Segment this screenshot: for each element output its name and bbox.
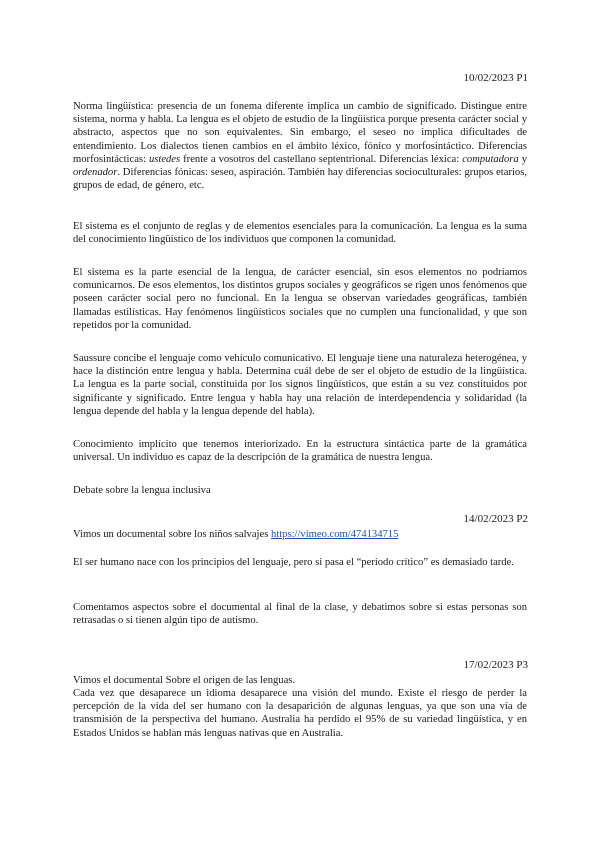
italic-term: computadora xyxy=(462,153,519,165)
paragraph: Comentamos aspectos sobre el documental al final de la clase, y debatimos sobre si estas personas son retrasadas o si tienen algún tipo de autismo. xyxy=(73,602,527,627)
italic-term: ustedes xyxy=(148,153,181,165)
entry-date: 14/02/2023 P2 xyxy=(463,513,528,525)
paragraph-text: Norma lingüística: presencia de un fonema diferente implica un cambio de significado. Distingue entre sistema, norma y habla. La lengua es el objeto de estudio de la lingüística porque presenta carácter social y abstracto, aspectos que no son equivalentes. Sin embargo, el seseo no implica dificultades de entendimiento. Los dialectos tienen cambios en el ámbito léxico, fónico y morfosintáctico. Diferencias morfosintácticas: xyxy=(73,101,527,165)
entry-date: 17/02/2023 P3 xyxy=(463,659,528,671)
paragraph: Saussure concibe el lenguaje como vehículo comunicativo. El lenguaje tiene una naturaleza heterogénea, y hace la distinción entre lengua y habla. Determina cuál debe de ser el objeto de estudio de la lingüística. La lengua es la parte social, constituida por los signos lingüísticos, que están a su vez constituidos por significante y significado. Entre lengua y habla hay una relación de interdependencia y solidaridad (la lengua depende del habla y la lengua depende del habla). xyxy=(73,353,527,417)
paragraph: Vimos el documental Sobre el origen de las lenguas. xyxy=(73,675,296,686)
paragraph-text: y xyxy=(518,153,528,165)
vimeo-link[interactable]: https://vimeo.com/474134715 xyxy=(270,529,399,540)
paragraph: Debate sobre la lengua inclusiva xyxy=(73,485,211,496)
entry-date: 10/02/2023 P1 xyxy=(463,72,528,84)
paragraph: El ser humano nace con los principios del lenguaje, pero si pasa el “periodo crítico” es demasiado tarde. xyxy=(73,557,514,568)
paragraph: Conocimiento implícito que tenemos interiorizado. En la estructura sintáctica parte de la gramática universal. Un individuo es capaz de la descripción de la gramática de nuestra lengua. xyxy=(73,439,527,464)
paragraph: El sistema es el conjunto de reglas y de elementos esenciales para la comunicación. La lengua es la suma del conocimiento lingüístico de los individuos que componen la comunidad. xyxy=(73,221,527,246)
paragraph xyxy=(73,100,527,192)
paragraph xyxy=(73,528,527,541)
paragraph-text: . Diferencias fónicas: seseo, aspiración. También hay diferencias socioculturales: grupos etarios, grupos de edad, de género, etc. xyxy=(73,167,527,192)
paragraph-text: Vimos un documental sobre los niños salvajes xyxy=(73,529,271,540)
paragraph: Cada vez que desaparece un idioma desaparece una visión del mundo. Existe el riesgo de perder la percepción de la vida del ser humano con la desaparición de algunas lenguas, ya que son una vía de transmisión de la perspectiva del humano. Australia ha perdido el 95% de su variedad lingüística, y en Estados Unidos se hablan más lenguas nativas que en Australia. xyxy=(73,688,527,739)
italic-term: ordenador xyxy=(73,167,118,179)
paragraph-text: frente a vosotros del castellano septentrional. Diferencias léxica: xyxy=(180,153,463,165)
paragraph: El sistema es la parte esencial de la lengua, de carácter esencial, sin esos elementos no podríamos comunicarnos. De esos elementos, los distintos grupos sociales y geográficos se rigen unos fenómenos que poseen carácter social pero no funcional. En la lengua se observan variedades geográficas, también llamadas estilísticas. Hay fenómenos lingüísticos sociales que no cumplen una funcionalidad, y que son repetidos por la comunidad. xyxy=(73,267,527,331)
